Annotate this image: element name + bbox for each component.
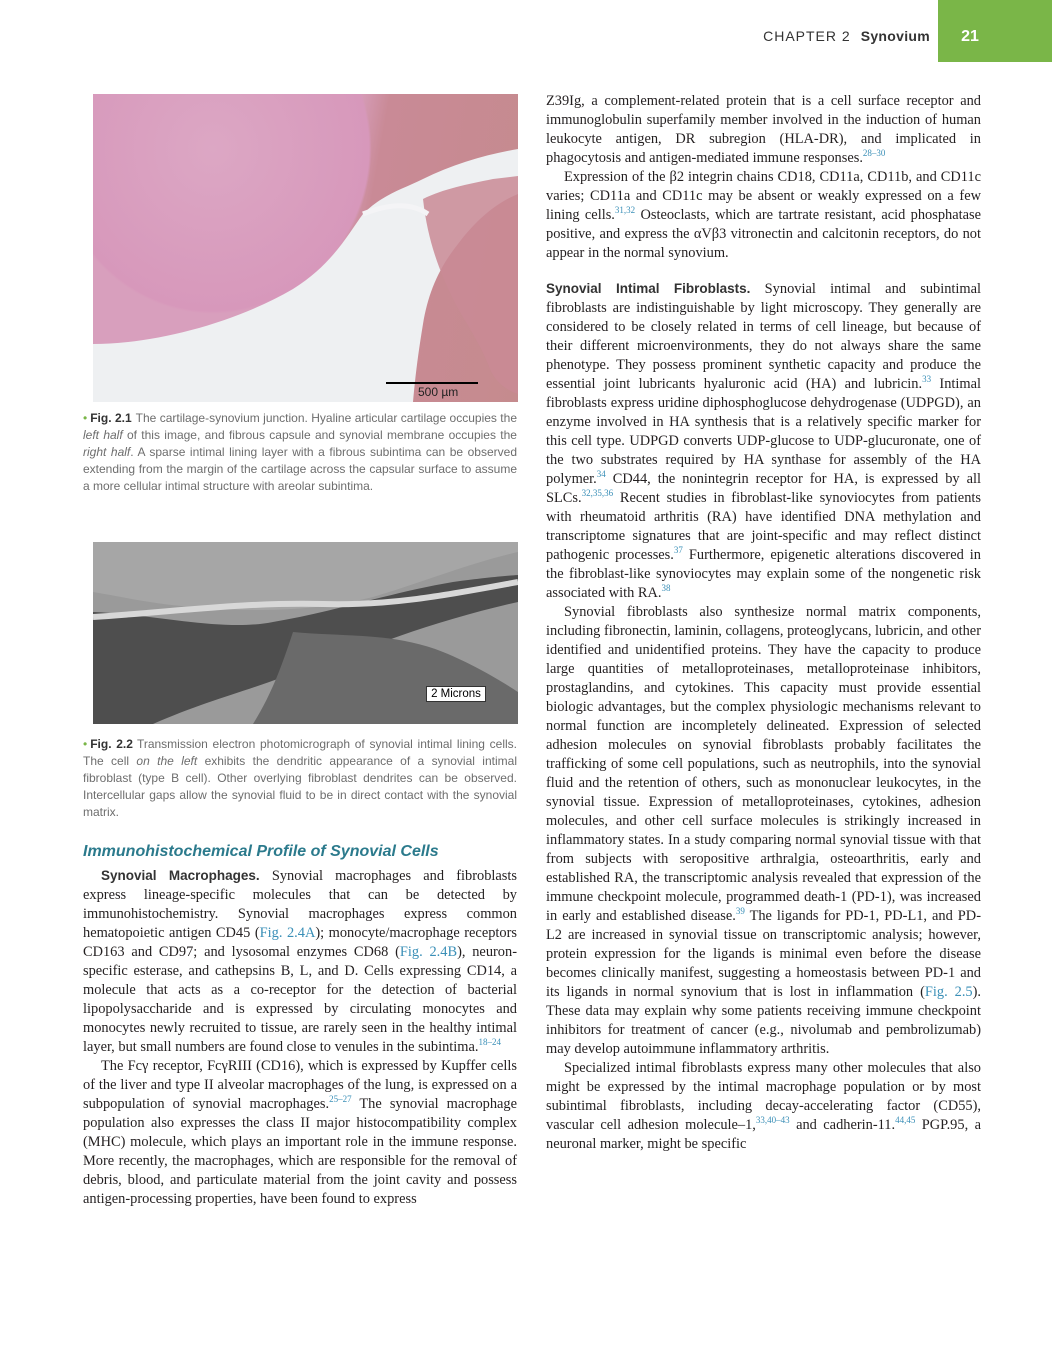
bullet-icon: •	[83, 737, 88, 751]
running-header	[720, 28, 930, 44]
citation[interactable]: 18–24	[478, 1037, 501, 1048]
citation[interactable]: 34	[596, 469, 606, 480]
citation[interactable]: 37	[673, 545, 683, 556]
citation[interactable]: 39	[735, 906, 745, 917]
paragraph: Expression of the β2 integrin chains CD18, CD11a, CD11b, and CD11c varies; CD11a and CD11c may be absent or weakly expressed on a few lining cells.$^{31,32}$ Osteoclasts, which are tartrate resistant, acid phosphatase positive, and express the αVβ3 vitronectin and calcitonin receptors, do not appear in the normal synovium.	[546, 169, 981, 261]
chapter-label: CHAPTER 2	[763, 28, 851, 44]
citation[interactable]: 33,40–43	[755, 1115, 790, 1126]
citation[interactable]: 25–27	[329, 1094, 352, 1105]
figure-link[interactable]: Fig. 2.5	[924, 984, 973, 1000]
chapter-title: Synovium	[860, 28, 930, 44]
section-heading: Immunohistochemical Profile of Synovial Cells	[83, 843, 439, 860]
run-in-heading: Synovial Intimal Fibroblasts.	[546, 281, 751, 296]
run-in-heading: Synovial Macrophages.	[101, 868, 260, 883]
scale-bar-label: 2 Microns	[426, 686, 486, 702]
left-column	[83, 866, 517, 1209]
scale-bar	[386, 382, 478, 384]
citation[interactable]: 38	[661, 583, 671, 594]
figure-2-2-caption: • Fig. 2.2 Transmission electron photomicrograph of synovial intimal lining cells. The cell on the left exhibits the dendritic appearance of a synovial intimal fibroblast (type B cell). Other overlying fibroblast dendrites can be observed. Intercellular gaps allow the synovial fluid to be in direct contact with the synovial matrix.	[83, 737, 517, 819]
citation[interactable]: 44,45	[895, 1115, 916, 1126]
scale-bar-label: 500 µm	[418, 385, 459, 399]
paragraph: Synovial Macrophages. Synovial macrophages and fibroblasts express lineage-specific molecules that can be detected by immunohistochemistry. Synovial macrophages express common hematopoietic antigen CD45 (Fig. 2.4A); monocyte/macrophage receptors CD163 and CD97; and lysosomal enzymes CD68 (Fig. 2.4B), neuron-specific esterase, and cathepsins B, L, and D. Cells expressing CD14, a molecule that acts as a co-receptor for the detection of bacterial lipopolysaccharide and is expressed by circulating monocytes and monocytes newly recruited to tissue, are rarely seen in the healthy intimal layer, but small numbers are found close to venules in the subintima.$^{18-24}$	[83, 868, 517, 1055]
paragraph: Z39Ig, a complement-related protein that is a cell surface receptor and immunoglobulin superfamily member involved in the induction of human leukocyte antigen, DR subregion (HLA-DR), and implicated in phagocytosis and antigen-mediated immune responses.$^{28-30}$	[546, 93, 981, 166]
citation[interactable]: 32,35,36	[581, 488, 614, 499]
page-number: 21	[961, 28, 979, 45]
right-column	[546, 92, 981, 1154]
paragraph: Specialized intimal fibroblasts express many other molecules that also might be expressed by the intimal macrophage population or by most subintimal fibroblasts, including decay-accelerating factor (CD55), vascular cell adhesion molecule–1,$^{33,40-43}$ and cadherin-11.$^{44,45}$ PGP.95, a neuronal marker, might be specific	[546, 1060, 981, 1152]
synovium-tissue-drawing	[93, 94, 518, 402]
citation[interactable]: 31,32	[614, 205, 636, 216]
citation[interactable]: 33	[922, 374, 932, 385]
bullet-icon: •	[83, 411, 88, 425]
paragraph: Synovial fibroblasts also synthesize normal matrix components, including fibronectin, laminin, collagens, proteoglycans, lubricin, and other identified and unidentified proteins. They have the capacity to produce large quantities of metalloproteinases, metalloproteinase inhibitors, prostaglandins, and cytokines. This capacity must provide essential biologic advantages, but the complex physiologic mechanisms relevant to normal function are incompletely delineated. Expression of selected adhesion molecules on synovial fibroblasts probably facilitates the trafficking of some cell populations, such as neutrophils, into the synovial fluid and the retention of others, such as mononuclear leukocytes, in the synovial tissue. Expression of metalloproteinases, cytokines, adhesion molecules, and other cell surface molecules is strikingly increased in inflammatory states. In a study comparing normal synovial tissue with that from subjects with seropositive arthralgia, osteoarthritis, early and established RA, the transcriptomic analysis revealed that expression of the immune checkpoint molecule, programmed death-1 (PD-1), was increased in early and established disease.$^{39}$ The ligands for PD-1, PD-L1, and PD-L2 are increased in synovial tissue on transcriptomic analysis; however, protein expression for the ligands is minimal even before the disease becomes clinically manifest, suggesting a homeostasis between PD-1 and its ligands in normal synovium that is lost in inflammation (Fig. 2.5). These data may explain why some patients receiving immune checkpoint inhibitors for treatment of cancer (e.g., nivolumab and pembrolizumab) may develop autoimmune inflammatory arthritis.	[546, 604, 981, 1057]
page-number-tab	[938, 0, 1052, 62]
figure-number: Fig. 2.2	[90, 737, 133, 751]
figure-2-1-caption: • Fig. 2.1 The cartilage-synovium junction. Hyaline articular cartilage occupies the left half of this image, and fibrous capsule and synovial membrane occupies the right half. A sparse intimal lining layer with a fibrous subintima can be observed extending from the margin of the cartilage across the capsular surface to assume a more cellular intimal structure with areolar subintima.	[83, 411, 517, 493]
figure-2-1-histology-image	[93, 94, 518, 402]
citation[interactable]: 28–30	[862, 148, 886, 159]
figure-2-2-electron-micrograph	[93, 542, 518, 724]
paragraph: The Fcγ receptor, FcγRIII (CD16), which is expressed by Kupffer cells of the liver and type II alveolar macrophages of the lung, is expressed on a subpopulation of synovial macrophages.$^{25-27}$ The synovial macrophage population also expresses the class II major histocompatibility complex (MHC) molecule, which plays an important role in the immune response. More recently, the macrophages, which are responsible for the removal of debris, blood, and particulate material from the joint cavity and possess antigen-processing properties, have been found to express	[83, 1058, 517, 1207]
figure-link[interactable]: Fig. 2.4A	[259, 925, 316, 941]
figure-link[interactable]: Fig. 2.4B	[399, 944, 458, 960]
paragraph: Synovial Intimal Fibroblasts. Synovial intimal and subintimal fibroblasts are indistinguishable by light microscopy. They generally are considered to be closely related in terms of cell lineage, but because of their different microenvironments, they do not always share the same phenotype. They possess prominent synthetic capacity and produce the essential joint lubricants hyaluronic acid (HA) and lubricin.$^{33}$ Intimal fibroblasts express uridine diphosphoglucose dehydrogenase (UDPGD), an enzyme involved in HA synthesis that is a relatively specific marker for this cell type. UDPGD converts UDP-glucose to UDP-glucuronate, one of the two substrates required by HA synthase for assembly of the HA polymer.$^{34}$ CD44, the nonintegrin receptor for HA, is expressed by all SLCs.$^{32,35,36}$ Recent studies in fibroblast-like synoviocytes from patients with rheumatoid arthritis (RA) have identified DNA methylation and transcriptome signatures that are joint-specific and may reflect distinct pathogenic processes.$^{37}$ Furthermore, epigenetic alterations discovered in the fibroblast-like synoviocytes may explain some of the nongenetic risk associated with RA.$^{38}$	[546, 281, 981, 601]
figure-number: Fig. 2.1	[90, 411, 132, 425]
